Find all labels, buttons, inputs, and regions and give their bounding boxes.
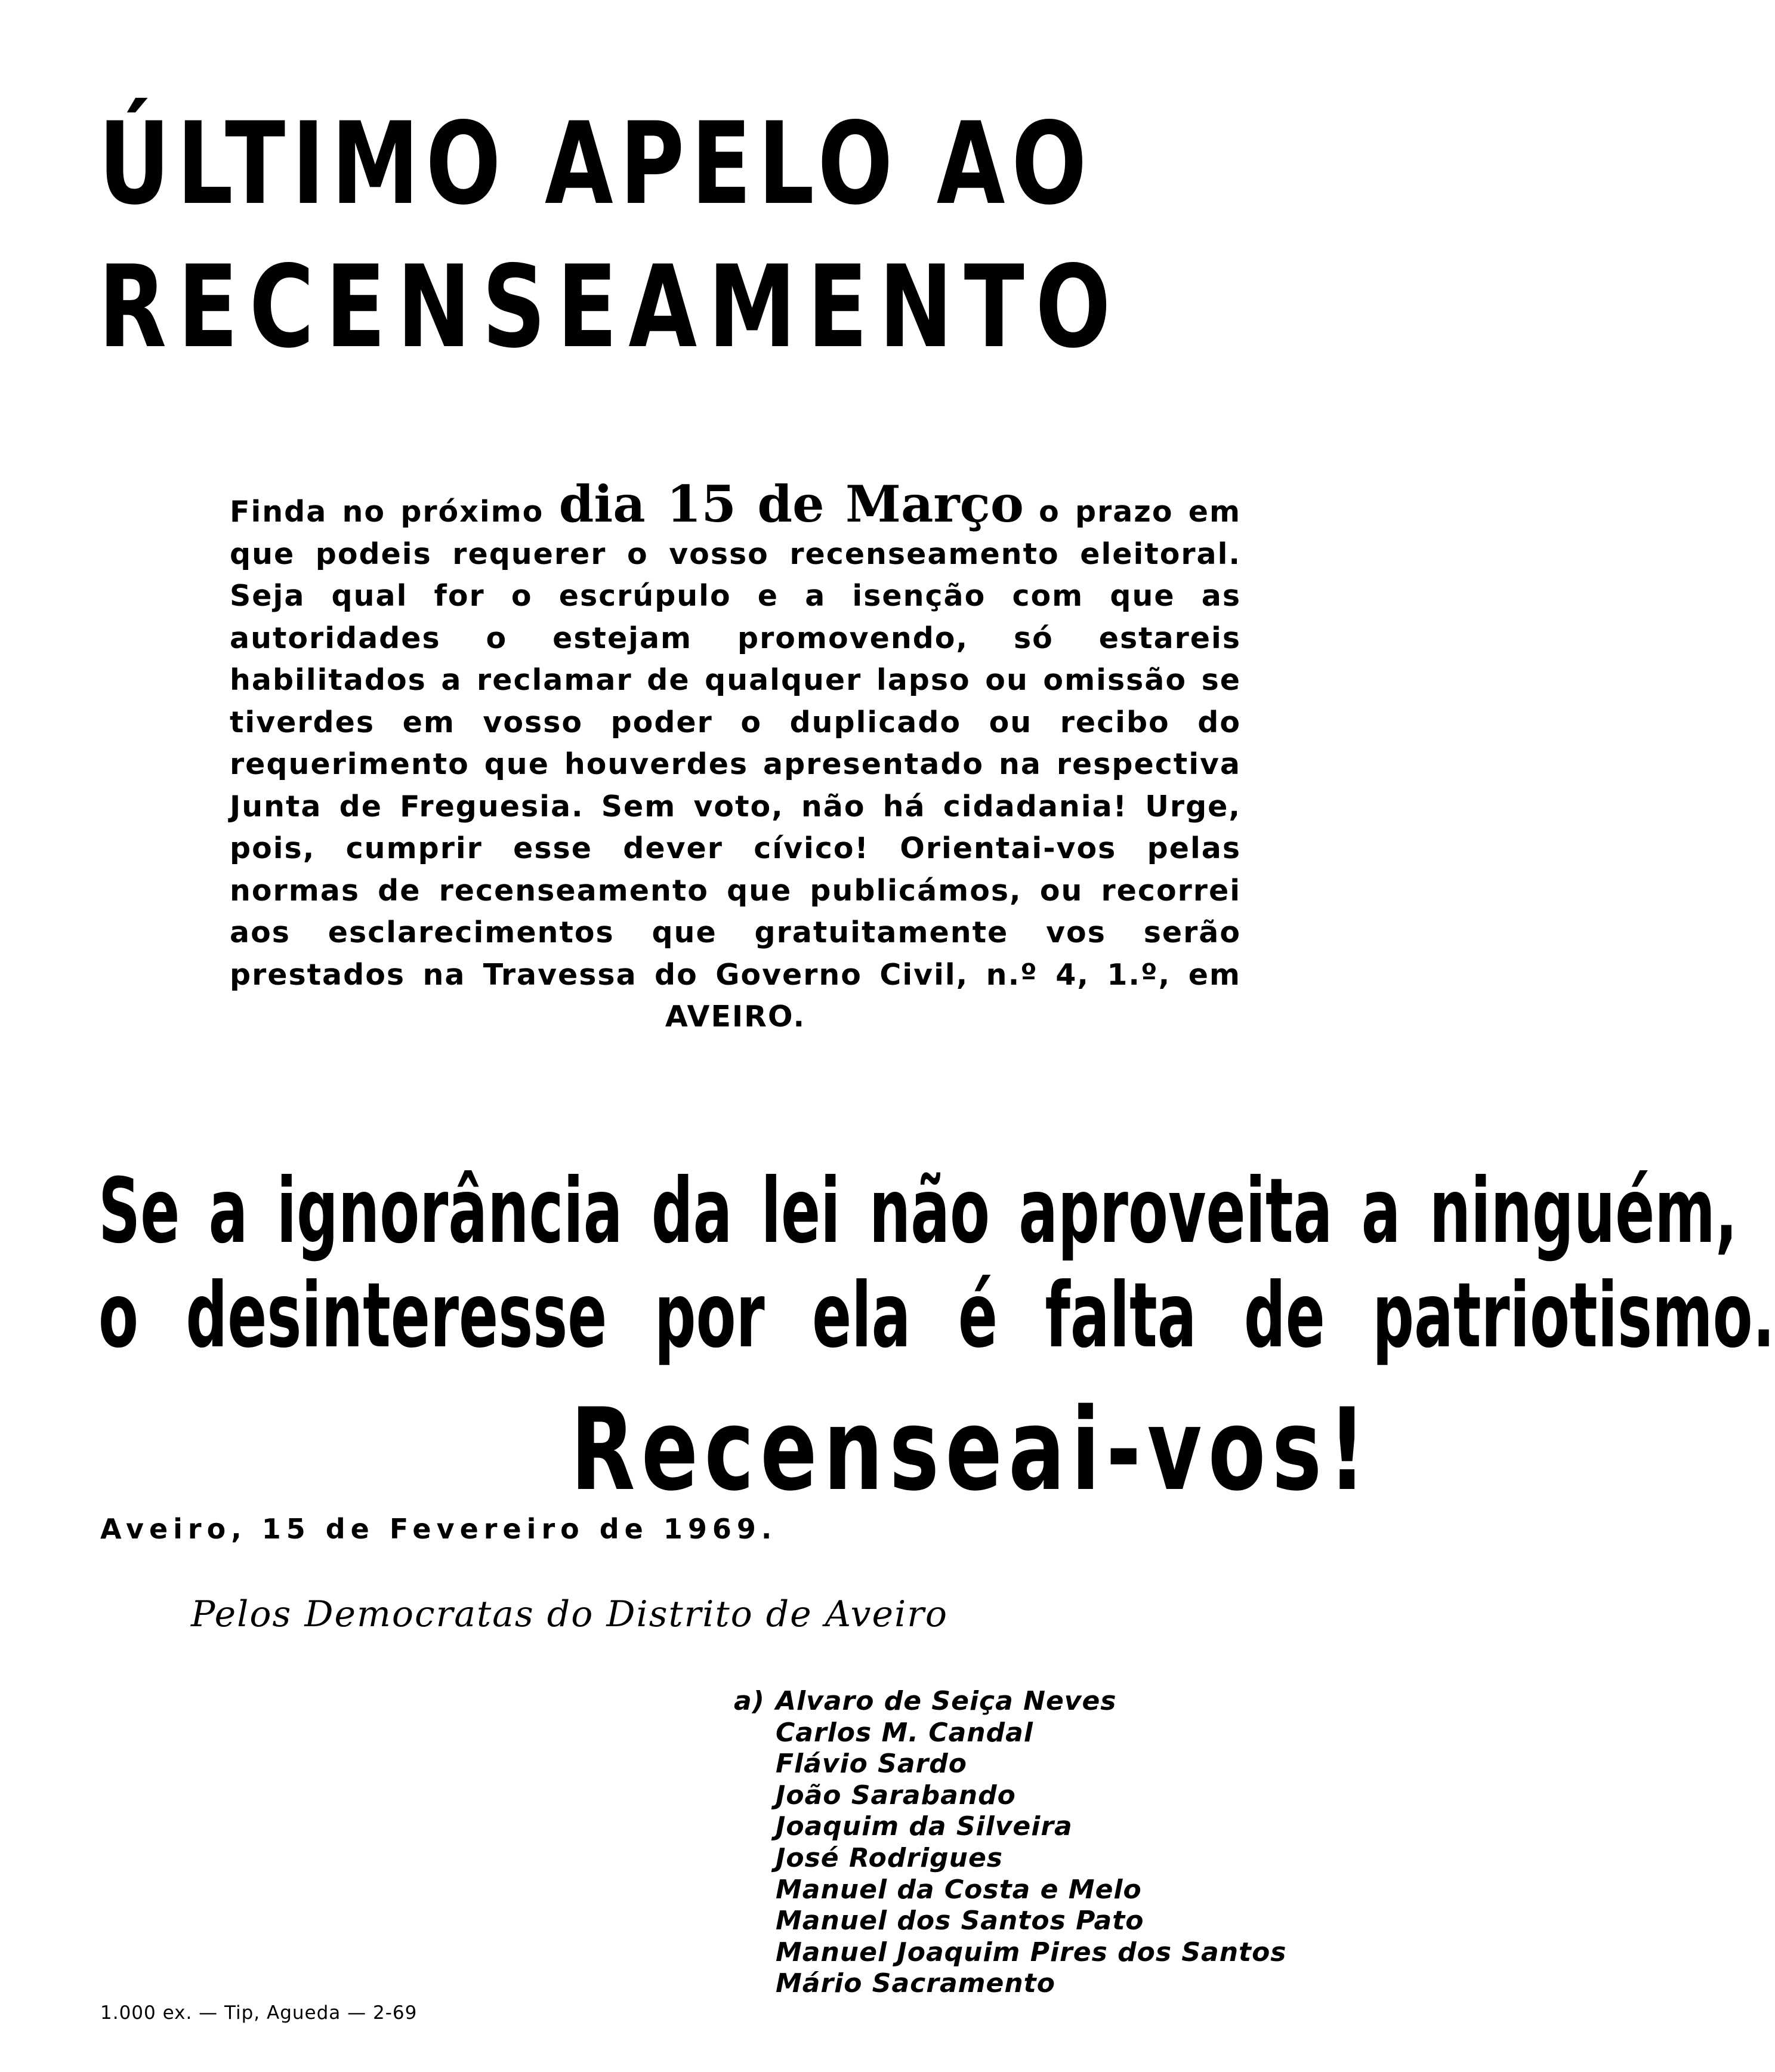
signer-name: Mário Sacramento <box>776 1968 1055 1999</box>
signer-name: Manuel Joaquim Pires dos Santos <box>776 1937 1287 1968</box>
date-line: Aveiro, 15 de Fevereiro de 1969. <box>100 1513 777 1545</box>
body-paragraph <box>230 474 1242 1038</box>
signer-name: Manuel da Costa e Melo <box>776 1874 1142 1905</box>
call-to-action: Recenseai-vos! <box>570 1384 1372 1516</box>
printer-imprint: 1.000 ex. — Tip, Agueda — 2-69 <box>100 2002 418 2024</box>
slogan-line-1: Se a ignorância da lei não aproveita a ninguém, <box>98 1160 1737 1263</box>
signer-name: Carlos M. Candal <box>776 1717 1033 1748</box>
body-intro: Finda no próximo <box>230 495 559 529</box>
signer-name: José Rodrigues <box>776 1842 1003 1873</box>
body-rest: o prazo em que podeis requerer o vosso recenseamento eleitoral. Seja qual for o escrúpulo e a isenção com que as autoridades o estejam promovendo, só estareis habilitados a reclamar de qualquer lapso ou omissão se tiverdes em vosso poder o duplicado ou recibo do requerimento que houverdes apresentado na respectiva Junta de Freguesia. Sem voto, não há cidadania! Urge, pois, cumprir esse dever cívico! Orientai-vos pelas normas de recenseamento que publicámos, ou recorrei aos esclarecimentos que gratuitamente vos serão prestados na Travessa do Governo Civil, n.º 4, 1.º, em AVEIRO. <box>230 495 1242 1034</box>
signers-list <box>734 1686 1287 2000</box>
signer-name: Joaquim da Silveira <box>776 1811 1073 1842</box>
signature-organization: Pelos Democratas do Distrito de Aveiro <box>191 1593 949 1635</box>
poster-title-line-2: RECENSEAMENTO <box>98 241 1122 373</box>
signer-name: Flávio Sardo <box>776 1749 967 1780</box>
signers-marker: a) <box>734 1686 765 1716</box>
slogan-line-2: o desinteresse por ela é falta de patriotismo. <box>98 1264 1775 1368</box>
deadline-date: dia 15 de Março <box>558 474 1024 534</box>
poster-title-line-1: ÚLTIMO APELO AO <box>98 98 1094 230</box>
signer-name: João Sarabando <box>776 1780 1016 1811</box>
signer-name: Manuel dos Santos Pato <box>776 1906 1144 1937</box>
signer-name: Alvaro de Seiça Neves <box>776 1686 1117 1716</box>
